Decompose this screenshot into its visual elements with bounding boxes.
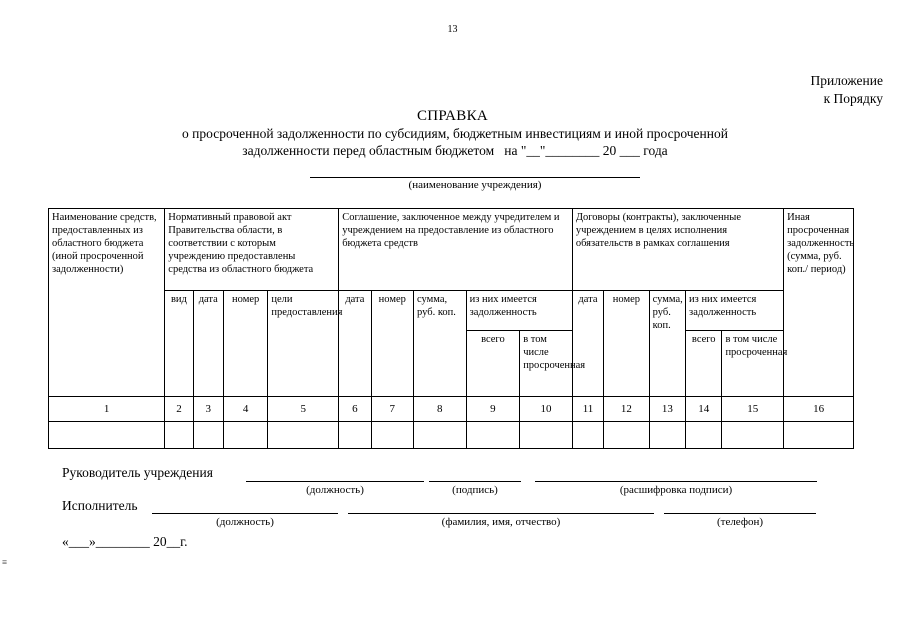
header-row-2	[49, 291, 854, 331]
head-signature-line[interactable]	[429, 481, 521, 482]
appendix-line-2: к Порядку	[823, 91, 883, 106]
table-cell[interactable]	[49, 422, 165, 449]
header-act-number: номер	[223, 291, 267, 397]
column-number: 10	[520, 397, 573, 422]
column-number: 4	[223, 397, 267, 422]
header-agreement: Соглашение, заключенное между учредителем и учреждением на предоставление из областного бюджета средств	[339, 209, 573, 291]
head-signature-caption: (подпись)	[452, 484, 498, 496]
executor-position-caption: (должность)	[216, 516, 274, 528]
subtitle-line-1: о просроченной задолженности по субсидиям, бюджетным инвестициям и иной просроченной	[182, 126, 728, 141]
column-number: 11	[572, 397, 603, 422]
appendix-line-1: Приложение	[810, 73, 883, 88]
column-number: 7	[371, 397, 413, 422]
header-agreement-debt-overdue: в том числе просроченная	[520, 331, 573, 397]
table-cell[interactable]	[686, 422, 722, 449]
header-agreement-debt: из них имеется задолженность	[466, 291, 572, 331]
date-line[interactable]: «___»________ 20__г.	[62, 534, 188, 549]
header-agreement-debt-total: всего	[466, 331, 520, 397]
executor-phone-caption: (телефон)	[716, 516, 764, 528]
debt-report-table	[48, 208, 854, 449]
header-act-type: вид	[165, 291, 193, 397]
table-cell[interactable]	[193, 422, 223, 449]
table-cell[interactable]	[466, 422, 520, 449]
header-contracts: Договоры (контракты), заключенные учреждением в целях исполнения обязательств в рамках соглашения	[572, 209, 783, 291]
header-act-date: дата	[193, 291, 223, 397]
executor-fio-caption: (фамилия, имя, отчество)	[441, 516, 561, 528]
header-row-1	[49, 209, 854, 291]
column-number: 12	[604, 397, 650, 422]
header-funds-name: Наименование средств, предоставленных из областного бюджета (иной просроченной задолженности)	[49, 209, 165, 397]
column-number: 13	[649, 397, 685, 422]
institution-name-caption: (наименование учреждения)	[408, 179, 542, 191]
header-act-purpose: цели предоставления	[268, 291, 339, 397]
column-number: 2	[165, 397, 193, 422]
column-number-row	[49, 397, 854, 422]
document-title: СПРАВКА	[416, 108, 489, 124]
header-agreement-sum: сумма, руб. коп.	[414, 291, 467, 397]
table-cell[interactable]	[414, 422, 467, 449]
head-decoding-line[interactable]	[535, 481, 817, 482]
column-number: 3	[193, 397, 223, 422]
column-number: 8	[414, 397, 467, 422]
header-contract-number: номер	[604, 291, 650, 397]
margin-mark: ≡	[2, 557, 8, 567]
header-other-debt: Иная просроченная задолженность (сумма, руб. коп./ период)	[784, 209, 854, 397]
appendix-note	[811, 72, 883, 108]
table-cell[interactable]	[268, 422, 339, 449]
header-contract-date: дата	[572, 291, 603, 397]
subtitle-line-2: задолженности перед областным бюджетом на "__"________ 20 ___ года	[242, 143, 668, 158]
executor-position-line[interactable]	[152, 513, 338, 514]
table-cell[interactable]	[572, 422, 603, 449]
table-cell[interactable]	[649, 422, 685, 449]
header-contract-sum: сумма, руб. коп.	[649, 291, 685, 397]
header-contract-debt-overdue: в том числе просроченная	[722, 331, 784, 397]
column-number: 14	[686, 397, 722, 422]
table-cell[interactable]	[165, 422, 193, 449]
executor-label: Исполнитель	[62, 498, 138, 513]
header-agreement-number: номер	[371, 291, 413, 397]
header-legal-act: Нормативный правовой акт Правительства области, в соответствии с которым учреждению предоставлены средства из областного бюджета	[165, 209, 339, 291]
executor-fio-line[interactable]	[348, 513, 654, 514]
header-contract-debt: из них имеется задолженность	[686, 291, 784, 331]
table-cell[interactable]	[223, 422, 267, 449]
table-cell[interactable]	[604, 422, 650, 449]
column-number: 6	[339, 397, 371, 422]
column-number: 15	[722, 397, 784, 422]
institution-name-line[interactable]	[310, 177, 640, 178]
column-number: 1	[49, 397, 165, 422]
table-cell[interactable]	[520, 422, 573, 449]
header-contract-debt-total: всего	[686, 331, 722, 397]
head-position-caption: (должность)	[306, 484, 364, 496]
header-agreement-date: дата	[339, 291, 371, 397]
head-decoding-caption: (расшифровка подписи)	[619, 484, 733, 496]
table-cell[interactable]	[339, 422, 371, 449]
head-position-line[interactable]	[246, 481, 424, 482]
document-subtitle	[90, 125, 820, 159]
column-number: 9	[466, 397, 520, 422]
page-number: 13	[447, 24, 458, 35]
empty-data-row	[49, 422, 854, 449]
table-cell[interactable]	[784, 422, 854, 449]
head-label: Руководитель учреждения	[62, 465, 213, 480]
table-cell[interactable]	[722, 422, 784, 449]
table-cell[interactable]	[371, 422, 413, 449]
executor-phone-line[interactable]	[664, 513, 816, 514]
column-number: 16	[784, 397, 854, 422]
column-number: 5	[268, 397, 339, 422]
